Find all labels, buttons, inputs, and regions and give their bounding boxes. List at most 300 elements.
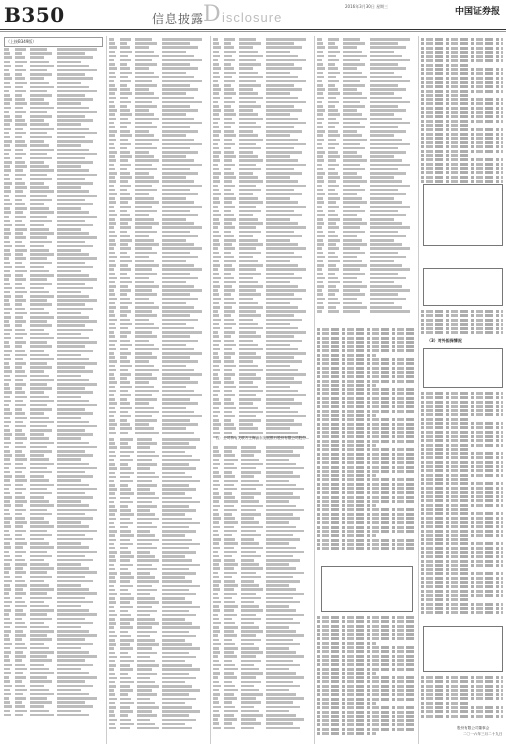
table-row <box>4 316 103 319</box>
table-row <box>4 689 103 692</box>
text-line <box>421 547 503 550</box>
table-row <box>109 710 208 713</box>
text-line <box>421 331 503 334</box>
table-row <box>4 421 103 424</box>
text-line <box>317 414 376 417</box>
text-line <box>317 337 416 340</box>
table-row <box>4 429 103 432</box>
table-row <box>4 82 103 85</box>
table-row <box>213 381 312 384</box>
table-row <box>109 463 208 466</box>
table-row <box>213 168 312 171</box>
table-row <box>213 76 312 79</box>
section-heading: （3）对外担保情况 <box>427 338 462 343</box>
table-row <box>317 67 416 70</box>
table-row <box>213 151 312 154</box>
page-header <box>0 0 506 28</box>
table-row <box>109 113 208 116</box>
table-4 <box>317 38 416 314</box>
text-line <box>421 590 503 593</box>
table-row <box>109 193 208 196</box>
table-row <box>109 446 208 449</box>
table-row <box>4 404 103 407</box>
table-row <box>4 228 103 231</box>
table-row <box>213 51 312 54</box>
table-row <box>109 497 208 500</box>
text-line <box>421 396 503 399</box>
table-row <box>317 210 416 213</box>
table-row <box>109 185 208 188</box>
table-row <box>213 46 312 49</box>
label-box <box>4 37 103 47</box>
text-line <box>421 167 503 170</box>
column-divider <box>106 36 107 744</box>
text-line <box>421 461 503 464</box>
text-line <box>317 702 376 705</box>
text-line <box>317 405 416 408</box>
table-row <box>4 61 103 64</box>
table-row <box>109 727 208 730</box>
text-line <box>421 491 503 494</box>
table-row <box>213 551 312 554</box>
table-row <box>109 576 208 579</box>
text-line <box>421 495 503 498</box>
table-row <box>317 118 416 121</box>
table-row <box>4 362 103 365</box>
text-line <box>421 611 503 614</box>
text-line <box>421 409 503 412</box>
column-5 <box>421 36 503 744</box>
table-row <box>213 118 312 121</box>
text-line <box>421 314 503 317</box>
text-line <box>317 680 416 683</box>
table-2b <box>109 438 208 731</box>
table-row <box>213 609 312 612</box>
table-row <box>213 273 312 276</box>
table-row <box>213 314 312 317</box>
table-row <box>4 504 103 507</box>
issue-date: 2016年3月30日 星期三 <box>345 4 389 9</box>
table-row <box>213 360 312 363</box>
table-row <box>4 630 103 633</box>
section-title-cn: 信息披露 <box>152 12 205 26</box>
table-box-5a <box>423 184 503 246</box>
table-row <box>4 216 103 219</box>
table-row <box>4 412 103 415</box>
text-line <box>421 469 503 472</box>
table-row <box>109 84 208 87</box>
table-row <box>109 702 208 705</box>
table-row <box>109 411 208 414</box>
table-row <box>109 67 208 70</box>
table-row <box>213 92 312 95</box>
table-row <box>213 201 312 204</box>
table-row <box>213 655 312 658</box>
table-row <box>213 559 312 562</box>
table-row <box>4 626 103 629</box>
table-row <box>109 143 208 146</box>
text-line <box>317 655 416 658</box>
table-row <box>4 563 103 566</box>
table-row <box>213 693 312 696</box>
table-row <box>4 551 103 554</box>
table-row <box>109 369 208 372</box>
table-row <box>109 231 208 234</box>
table-row <box>213 500 312 503</box>
text-line <box>421 392 503 395</box>
table-row <box>4 90 103 93</box>
text-line <box>421 577 503 580</box>
text-line <box>421 55 503 58</box>
text-line <box>317 719 416 722</box>
table-row <box>4 634 103 637</box>
table-row <box>109 105 208 108</box>
table-row <box>109 377 208 380</box>
text-line <box>317 328 416 331</box>
table-row <box>4 659 103 662</box>
table-row <box>109 206 208 209</box>
table-row <box>109 689 208 692</box>
text-line <box>421 530 503 533</box>
table-row <box>213 59 312 62</box>
table-row <box>109 235 208 238</box>
table-row <box>213 398 312 401</box>
text-line <box>421 171 503 174</box>
table-row <box>4 253 103 256</box>
table-row <box>213 614 312 617</box>
table-row <box>4 136 103 139</box>
text-line <box>421 710 503 713</box>
text-line <box>317 496 416 499</box>
table-row <box>4 77 103 80</box>
table-row <box>109 260 208 263</box>
table-row <box>4 232 103 235</box>
table-row <box>4 178 103 181</box>
text-line <box>317 530 416 533</box>
table-row <box>109 530 208 533</box>
text-line <box>317 616 416 619</box>
table-row <box>109 505 208 508</box>
table-row <box>213 277 312 280</box>
table-row <box>4 370 103 373</box>
text-line <box>421 180 503 183</box>
table-row <box>213 344 312 347</box>
table-row <box>317 252 416 255</box>
table-row <box>109 306 208 309</box>
text-line <box>421 706 503 709</box>
table-row <box>317 180 416 183</box>
table-row <box>317 218 416 221</box>
table-row <box>213 446 312 449</box>
text-block-5c <box>421 392 503 615</box>
table-row <box>109 685 208 688</box>
table-row <box>213 685 312 688</box>
text-line <box>421 38 503 41</box>
table-row <box>109 97 208 100</box>
table-row <box>109 459 208 462</box>
table-row <box>213 139 312 142</box>
table-row <box>213 130 312 133</box>
table-row <box>4 513 103 516</box>
table-row <box>4 668 103 671</box>
table-row <box>213 122 312 125</box>
text-line <box>421 439 503 442</box>
text-line <box>421 431 503 434</box>
table-row <box>4 174 103 177</box>
table-row <box>109 509 208 512</box>
table-row <box>4 236 103 239</box>
table-row <box>109 151 208 154</box>
text-line <box>317 440 416 443</box>
table-row <box>4 458 103 461</box>
table-row <box>4 609 103 612</box>
text-line <box>317 629 416 632</box>
table-row <box>4 262 103 265</box>
table-row <box>213 634 312 637</box>
table-row <box>109 427 208 430</box>
table-row <box>317 92 416 95</box>
table-row <box>109 147 208 150</box>
table-row <box>317 277 416 280</box>
table-row <box>109 635 208 638</box>
table-row <box>4 714 103 717</box>
text-line <box>421 444 503 447</box>
table-row <box>4 672 103 675</box>
table-row <box>109 277 208 280</box>
text-line <box>421 72 503 75</box>
table-row <box>213 639 312 642</box>
table-row <box>109 273 208 276</box>
column-3 <box>213 36 312 744</box>
text-line <box>317 625 416 628</box>
table-row <box>213 597 312 600</box>
table-row <box>109 518 208 521</box>
table-row <box>213 605 312 608</box>
text-line <box>421 448 470 451</box>
table-row <box>213 706 312 709</box>
text-line <box>421 465 503 468</box>
table-row <box>4 680 103 683</box>
table-row <box>109 252 208 255</box>
table-row <box>213 660 312 663</box>
table-row <box>109 593 208 596</box>
table-row <box>4 693 103 696</box>
table-row <box>109 398 208 401</box>
table-row <box>213 222 312 225</box>
text-line <box>421 133 503 136</box>
text-line <box>421 310 503 313</box>
table-row <box>4 350 103 353</box>
table-row <box>213 672 312 675</box>
table-row <box>109 492 208 495</box>
table-row <box>4 622 103 625</box>
text-line <box>317 517 416 520</box>
text-line <box>421 413 503 416</box>
table-row <box>213 386 312 389</box>
table-row <box>213 480 312 483</box>
table-row <box>109 526 208 529</box>
table-row <box>317 84 416 87</box>
table-row <box>4 157 103 160</box>
table-row <box>4 701 103 704</box>
table-row <box>4 697 103 700</box>
table-row <box>213 247 312 250</box>
table-row <box>213 143 312 146</box>
table-row <box>109 264 208 267</box>
text-line <box>421 128 503 131</box>
column-divider <box>314 36 315 744</box>
table-row <box>317 38 416 41</box>
table-row <box>4 588 103 591</box>
table-row <box>109 348 208 351</box>
table-row <box>213 356 312 359</box>
text-line <box>421 564 503 567</box>
text-line <box>317 384 376 387</box>
table-row <box>213 622 312 625</box>
table-row <box>213 450 312 453</box>
table-row <box>4 488 103 491</box>
table-row <box>109 660 208 663</box>
table-row <box>317 289 416 292</box>
table-row <box>317 101 416 104</box>
table-row <box>109 42 208 45</box>
table-row <box>317 226 416 229</box>
table-row <box>109 693 208 696</box>
table-row <box>317 298 416 301</box>
table-row <box>213 55 312 58</box>
table-row <box>109 698 208 701</box>
table-row <box>109 534 208 537</box>
table-row <box>109 314 208 317</box>
table-row <box>109 488 208 491</box>
table-row <box>4 559 103 562</box>
table-row <box>4 312 103 315</box>
text-line <box>317 423 416 426</box>
text-line <box>421 585 503 588</box>
table-row <box>213 530 312 533</box>
table-row <box>109 597 208 600</box>
table-row <box>4 270 103 273</box>
table-row <box>4 69 103 72</box>
table-row <box>4 387 103 390</box>
table-row <box>4 400 103 403</box>
table-row <box>109 432 208 435</box>
table-row <box>213 377 312 380</box>
text-line <box>421 64 470 67</box>
text-line <box>317 358 416 361</box>
table-row <box>4 94 103 97</box>
text-line <box>317 504 376 507</box>
text-line <box>421 542 503 545</box>
text-line <box>421 115 503 118</box>
table-row <box>109 214 208 217</box>
text-line <box>421 426 503 429</box>
table-row <box>4 605 103 608</box>
table-row <box>213 492 312 495</box>
table-row <box>213 289 312 292</box>
table-row <box>4 111 103 114</box>
table-row <box>4 345 103 348</box>
table-row <box>317 59 416 62</box>
text-line <box>421 504 503 507</box>
table-row <box>109 101 208 104</box>
text-line <box>317 457 416 460</box>
table-row <box>109 622 208 625</box>
table-row <box>213 197 312 200</box>
table-row <box>109 423 208 426</box>
text-line <box>317 693 416 696</box>
table-3 <box>213 38 312 440</box>
text-line <box>317 461 416 464</box>
table-row <box>4 375 103 378</box>
table-row <box>109 626 208 629</box>
text-line <box>421 145 503 148</box>
table-row <box>109 547 208 550</box>
table-row <box>213 310 312 313</box>
table-row <box>213 411 312 414</box>
table-row <box>213 134 312 137</box>
table-row <box>109 159 208 162</box>
table-row <box>213 193 312 196</box>
text-line <box>421 98 503 101</box>
table-row <box>213 647 312 650</box>
table-row <box>317 76 416 79</box>
text-block-5b <box>421 310 503 336</box>
table-row <box>4 107 103 110</box>
column-divider <box>418 36 419 744</box>
table-row <box>317 310 416 313</box>
table-row <box>4 169 103 172</box>
table-row <box>4 437 103 440</box>
table-row <box>109 723 208 726</box>
table-row <box>213 72 312 75</box>
table-row <box>213 710 312 713</box>
table-row <box>213 697 312 700</box>
table-row <box>317 281 416 284</box>
table-row <box>317 143 416 146</box>
table-row <box>109 476 208 479</box>
table-box-5c <box>423 626 503 672</box>
table-row <box>317 55 416 58</box>
text-line <box>421 85 503 88</box>
text-line <box>421 124 470 127</box>
table-row <box>213 101 312 104</box>
table-row <box>213 390 312 393</box>
table-row <box>4 341 103 344</box>
text-line <box>421 693 503 696</box>
text-line <box>317 401 416 404</box>
text-line <box>317 715 416 718</box>
table-row <box>213 576 312 579</box>
text-line <box>421 456 503 459</box>
text-line <box>421 59 503 62</box>
text-line <box>421 422 503 425</box>
text-line <box>421 572 503 575</box>
table-row <box>4 509 103 512</box>
text-line <box>317 620 416 623</box>
text-line <box>317 466 416 469</box>
table-row <box>213 563 312 566</box>
text-line <box>421 581 503 584</box>
table-row <box>4 102 103 105</box>
table-row <box>4 546 103 549</box>
table-row <box>109 543 208 546</box>
text-line <box>421 525 503 528</box>
table-row <box>213 402 312 405</box>
summary-table <box>321 566 413 612</box>
text-line <box>421 150 503 153</box>
table-row <box>109 51 208 54</box>
